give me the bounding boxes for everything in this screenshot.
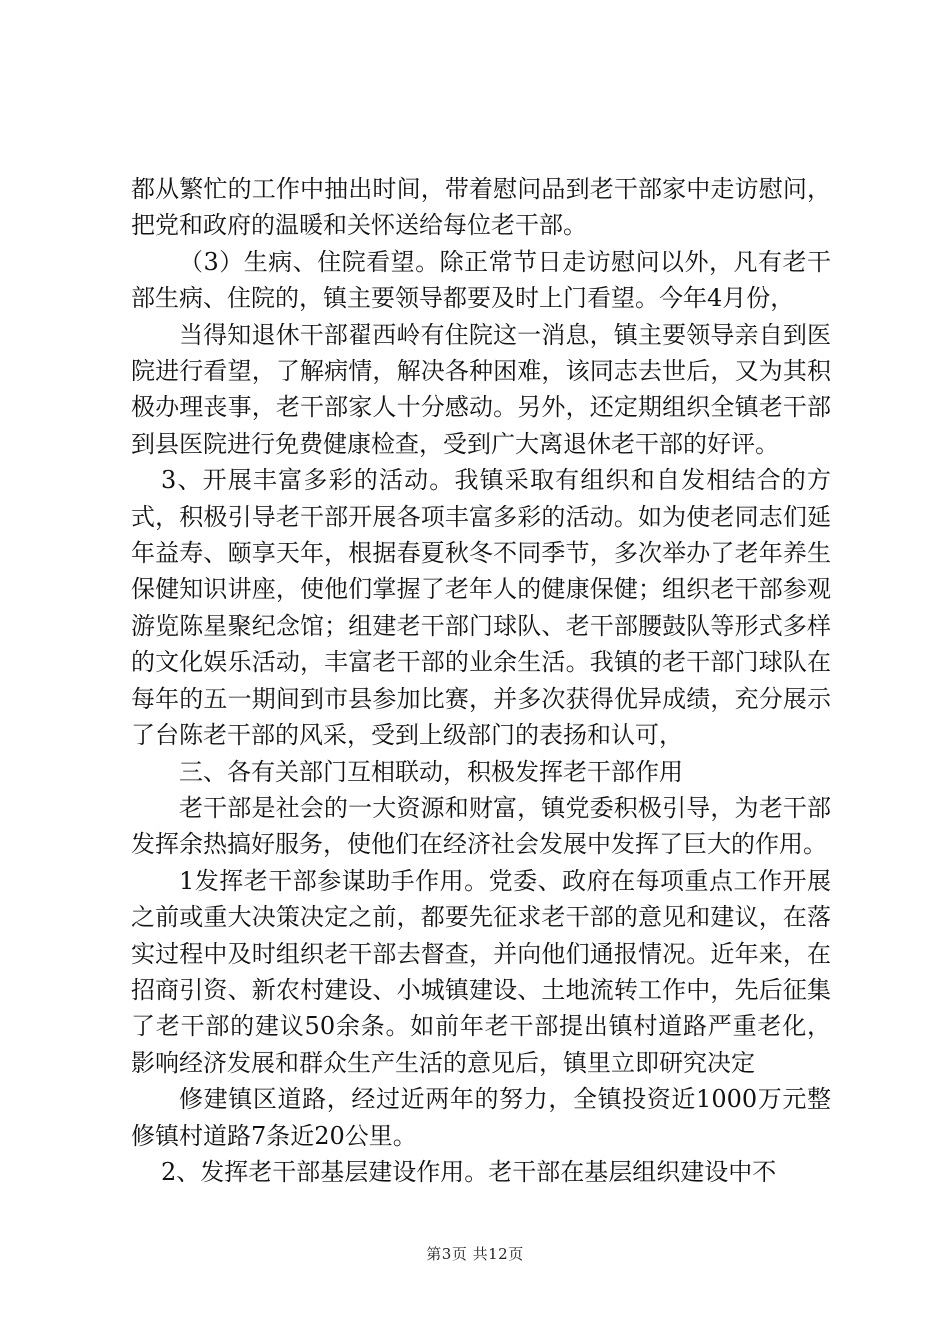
- paragraph-1: 都从繁忙的工作中抽出时间，带着慰问品到老干部家中走访慰问，把党和政府的温暖和关怀送给每位老干部。: [131, 175, 831, 240]
- paragraph-3: 当得知退休干部翟西岭有住院这一消息，镇主要领导亲自到医院进行看望，了解病情，解决各种困难，该同志去世后，又为其积极办理丧事，老干部家人十分感动。另外，还定期组织全镇老干部到县医院进行免费健康检查，受到广大离退休老干部的好评。: [131, 320, 831, 458]
- paragraph-6: 老干部是社会的一大资源和财富，镇党委积极引导，为老干部发挥余热搞好服务，使他们在经济社会发展中发挥了巨大的作用。: [131, 793, 831, 859]
- document-body: [131, 171, 831, 1190]
- paragraph-4: 3、开展丰富多彩的活动。我镇采取有组织和自发相结合的方式，积极引导老干部开展各项丰富多彩的活动。如为使老同志们延年益寿、颐享天年，根据春夏秋冬不同季节，多次举办了老年养生保健知识讲座，使他们掌握了老年人的健康保健；组织老干部参观游览陈星聚纪念馆；组建老干部门球队、老干部腰鼓队等形式多样的文化娱乐活动，丰富老干部的业余生活。我镇的老干部门球队在每年的五一期间到市县参加比赛，并多次获得优异成绩，充分展示了台陈老干部的风采，受到上级部门的表扬和认可，: [131, 466, 831, 750]
- paragraph-7: 1发挥老干部参谋助手作用。党委、政府在每项重点工作开展之前或重大决策决定之前，都要先征求老干部的意见和建议，在落实过程中及时组织老干部去督查，并向他们通报情况。近年来，在招商引资、新农村建设、小城镇建设、土地流转工作中，先后征集了老干部的建议50余条。如前年老干部提出镇村道路严重老化，影响经济发展和群众生产生活的意见后，镇里立即研究决定: [131, 866, 831, 1077]
- paragraph-8: 修建镇区道路，经过近两年的努力，全镇投资近1000万元整修镇村道路7条近20公里。: [131, 1085, 831, 1150]
- paragraph-2: （3）生病、住院看望。除正常节日走访慰问以外，凡有老干部生病、住院的，镇主要领导都要及时上门看望。今年4月份，: [131, 247, 831, 313]
- page-footer: 第3页 共12页: [426, 1245, 524, 1263]
- section-heading: 三、各有关部门互相联动，积极发挥老干部作用: [179, 757, 683, 786]
- paragraph-9: 2、发挥老干部基层建设作用。老干部在基层组织建设中不: [161, 1157, 777, 1186]
